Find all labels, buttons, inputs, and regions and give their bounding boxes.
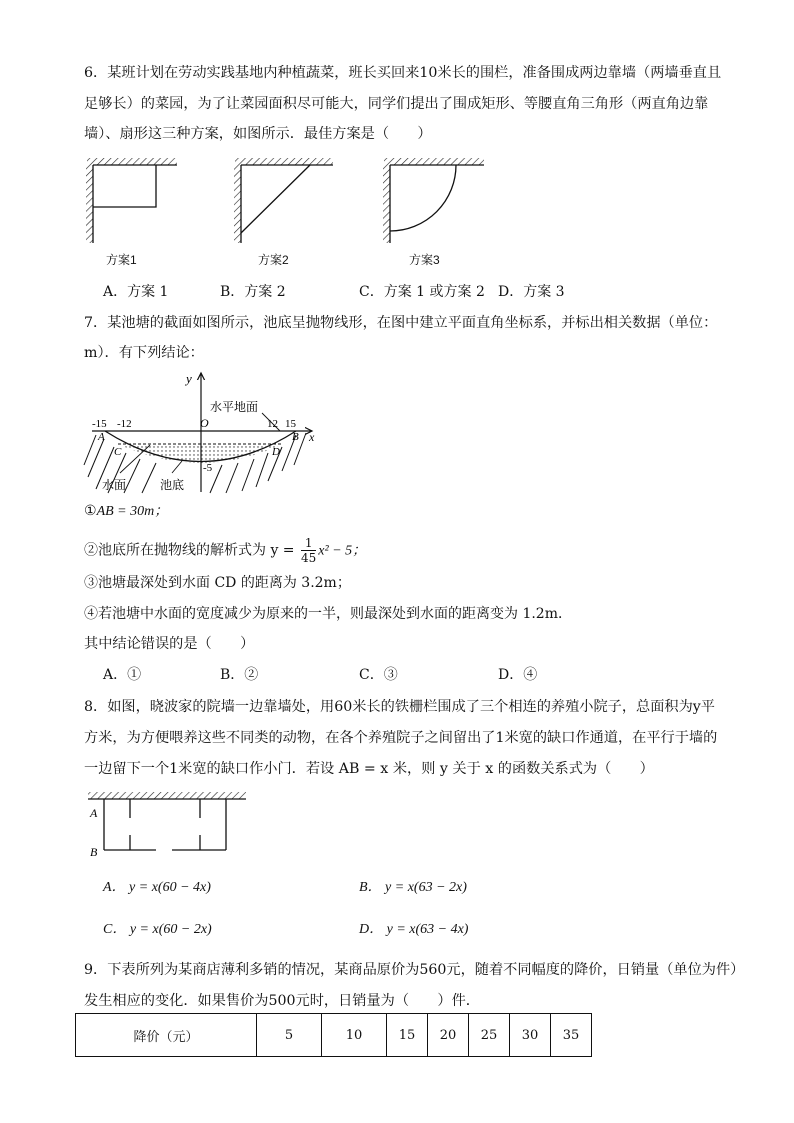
q6-option-a[interactable]: A．方案 1 xyxy=(103,284,169,300)
scheme-3-figure xyxy=(383,158,484,243)
q9-line-2: 发生相应的变化．如果售价为500元时，日销量为（ ）件． xyxy=(84,993,480,1009)
tick-neg15: -15 xyxy=(92,418,107,430)
q8-option-d[interactable]: D． y = x(63 − 4x) xyxy=(359,922,469,937)
yard-point-a: A xyxy=(90,806,98,820)
conclusion-4 xyxy=(84,604,572,624)
q8-line-1: 8．如图，晓波家的院墙一边靠墙处，用60米长的铁栅栏围成了三个相连的养殖小院子，总面积为y平 xyxy=(84,699,715,715)
table-cell: 35 xyxy=(551,1014,592,1057)
table-cell: 15 xyxy=(387,1014,428,1057)
q7-ask: 其中结论错误的是（ ） xyxy=(84,636,255,652)
q8-option-b[interactable]: B． y = x(63 − 2x) xyxy=(359,880,467,895)
conclusion-4-num: ④ xyxy=(84,606,98,622)
conclusion-3-num: ③ xyxy=(84,575,98,591)
q8-line-3: 一边留下一个1米宽的缺口作小门．若设 AB = x 米，则 y 关于 x 的函数关系式为（ ） xyxy=(84,761,654,777)
conclusion-4-text: 若池塘中水面的宽度减少为原来的一半，则最深处到水面的距离变为 1.2m． xyxy=(98,606,572,622)
tick-15: 15 xyxy=(285,418,296,430)
conclusion-3 xyxy=(84,573,351,593)
q6-figures xyxy=(0,0,794,280)
table-cell: 5 xyxy=(257,1014,322,1057)
q7-option-d[interactable]: D．④ xyxy=(498,667,538,683)
q8-option-a[interactable]: A． y = x(60 − 4x) xyxy=(103,880,211,895)
q7-line-2: m）．有下列结论： xyxy=(84,345,204,361)
point-a-label: A xyxy=(98,431,105,443)
q6-option-b[interactable]: B．方案 2 xyxy=(220,284,286,300)
conclusion-2 xyxy=(84,536,366,565)
q6-line-3: 墙）、扇形这三种方案，如图所示．最佳方案是（ ） xyxy=(84,126,432,142)
q6-option-d[interactable]: D．方案 3 xyxy=(498,284,565,300)
conclusion-3-text: 池塘最深处到水面 CD 的距离为 3.2m； xyxy=(98,575,351,591)
ground-label: 水平地面 xyxy=(210,400,259,414)
q8-option-c[interactable]: C． y = x(60 − 2x) xyxy=(103,922,212,937)
scheme-1-caption: 方案1 xyxy=(106,253,137,267)
water-label: 水面 xyxy=(102,478,127,492)
tick-12: 12 xyxy=(267,418,278,430)
table-cell: 10 xyxy=(322,1014,387,1057)
q7-line-1: 7．某池塘的截面如图所示，池底呈抛物线形，在图中建立平面直角坐标系，并标出相关数据（单位： xyxy=(84,315,718,331)
point-d-label: D xyxy=(272,446,280,458)
scheme-3-caption: 方案3 xyxy=(409,253,440,267)
scheme-1-figure xyxy=(86,158,177,243)
table-row xyxy=(76,1014,592,1057)
fraction-denominator: 45 xyxy=(301,551,317,565)
price-drop-table xyxy=(75,1013,592,1057)
conclusion-2-post: x² − 5； xyxy=(318,543,367,559)
conclusion-2-pre: 池底所在抛物线的解析式为 y = xyxy=(98,542,299,559)
y-axis-label: y xyxy=(186,371,192,386)
q6-line-1: 6．某班计划在劳动实践基地内种植蔬菜，班长买回来10米长的围栏，准备围成两边靠墙（两墙垂直且 xyxy=(84,65,722,81)
water-region xyxy=(118,444,283,463)
fraction-numerator: 1 xyxy=(301,536,316,551)
point-b-label: B xyxy=(292,431,299,443)
q8-line-2: 方米，为方便喂养这些不同类的动物，在各个养殖院子之间留出了1米宽的缺口作通道，在平行于墙的 xyxy=(84,730,718,746)
x-axis-label: x xyxy=(309,430,315,444)
conclusion-1 xyxy=(84,501,168,522)
fraction xyxy=(301,536,316,565)
q7-option-c[interactable]: C．③ xyxy=(359,667,398,683)
yard-point-b: B xyxy=(90,845,98,859)
bottom-label: 池底 xyxy=(160,478,185,492)
scheme-2-figure xyxy=(234,158,333,243)
table-cell: 25 xyxy=(469,1014,510,1057)
q6-line-2: 足够长）的菜园，为了让菜园面积尽可能大，同学们提出了围成矩形、等腰直角三角形（两直角边靠 xyxy=(84,96,709,112)
origin-label: O xyxy=(200,416,209,430)
q6-option-c[interactable]: C．方案 1 或方案 2 xyxy=(359,284,485,300)
table-cell: 30 xyxy=(510,1014,551,1057)
scheme-2-caption: 方案2 xyxy=(258,253,289,267)
q7-option-b[interactable]: B．② xyxy=(220,667,259,683)
tick-neg12: -12 xyxy=(117,418,132,430)
conclusion-1-text: AB = 30m； xyxy=(96,504,169,519)
q9-line-1: 9．下表所列为某商店薄利多销的情况，某商品原价为560元，随着不同幅度的降价，日销量（单位为件） xyxy=(84,962,745,978)
conclusion-1-num: ① xyxy=(84,503,97,519)
conclusion-2-num: ② xyxy=(84,542,98,559)
pond-figure xyxy=(0,365,340,500)
q7-option-a[interactable]: A．① xyxy=(103,667,142,683)
table-cell: 20 xyxy=(428,1014,469,1057)
table-header-cell: 降价（元） xyxy=(76,1014,257,1057)
tick-neg5: -5 xyxy=(203,462,213,474)
yard-figure xyxy=(0,790,260,865)
point-c-label: C xyxy=(114,446,122,458)
